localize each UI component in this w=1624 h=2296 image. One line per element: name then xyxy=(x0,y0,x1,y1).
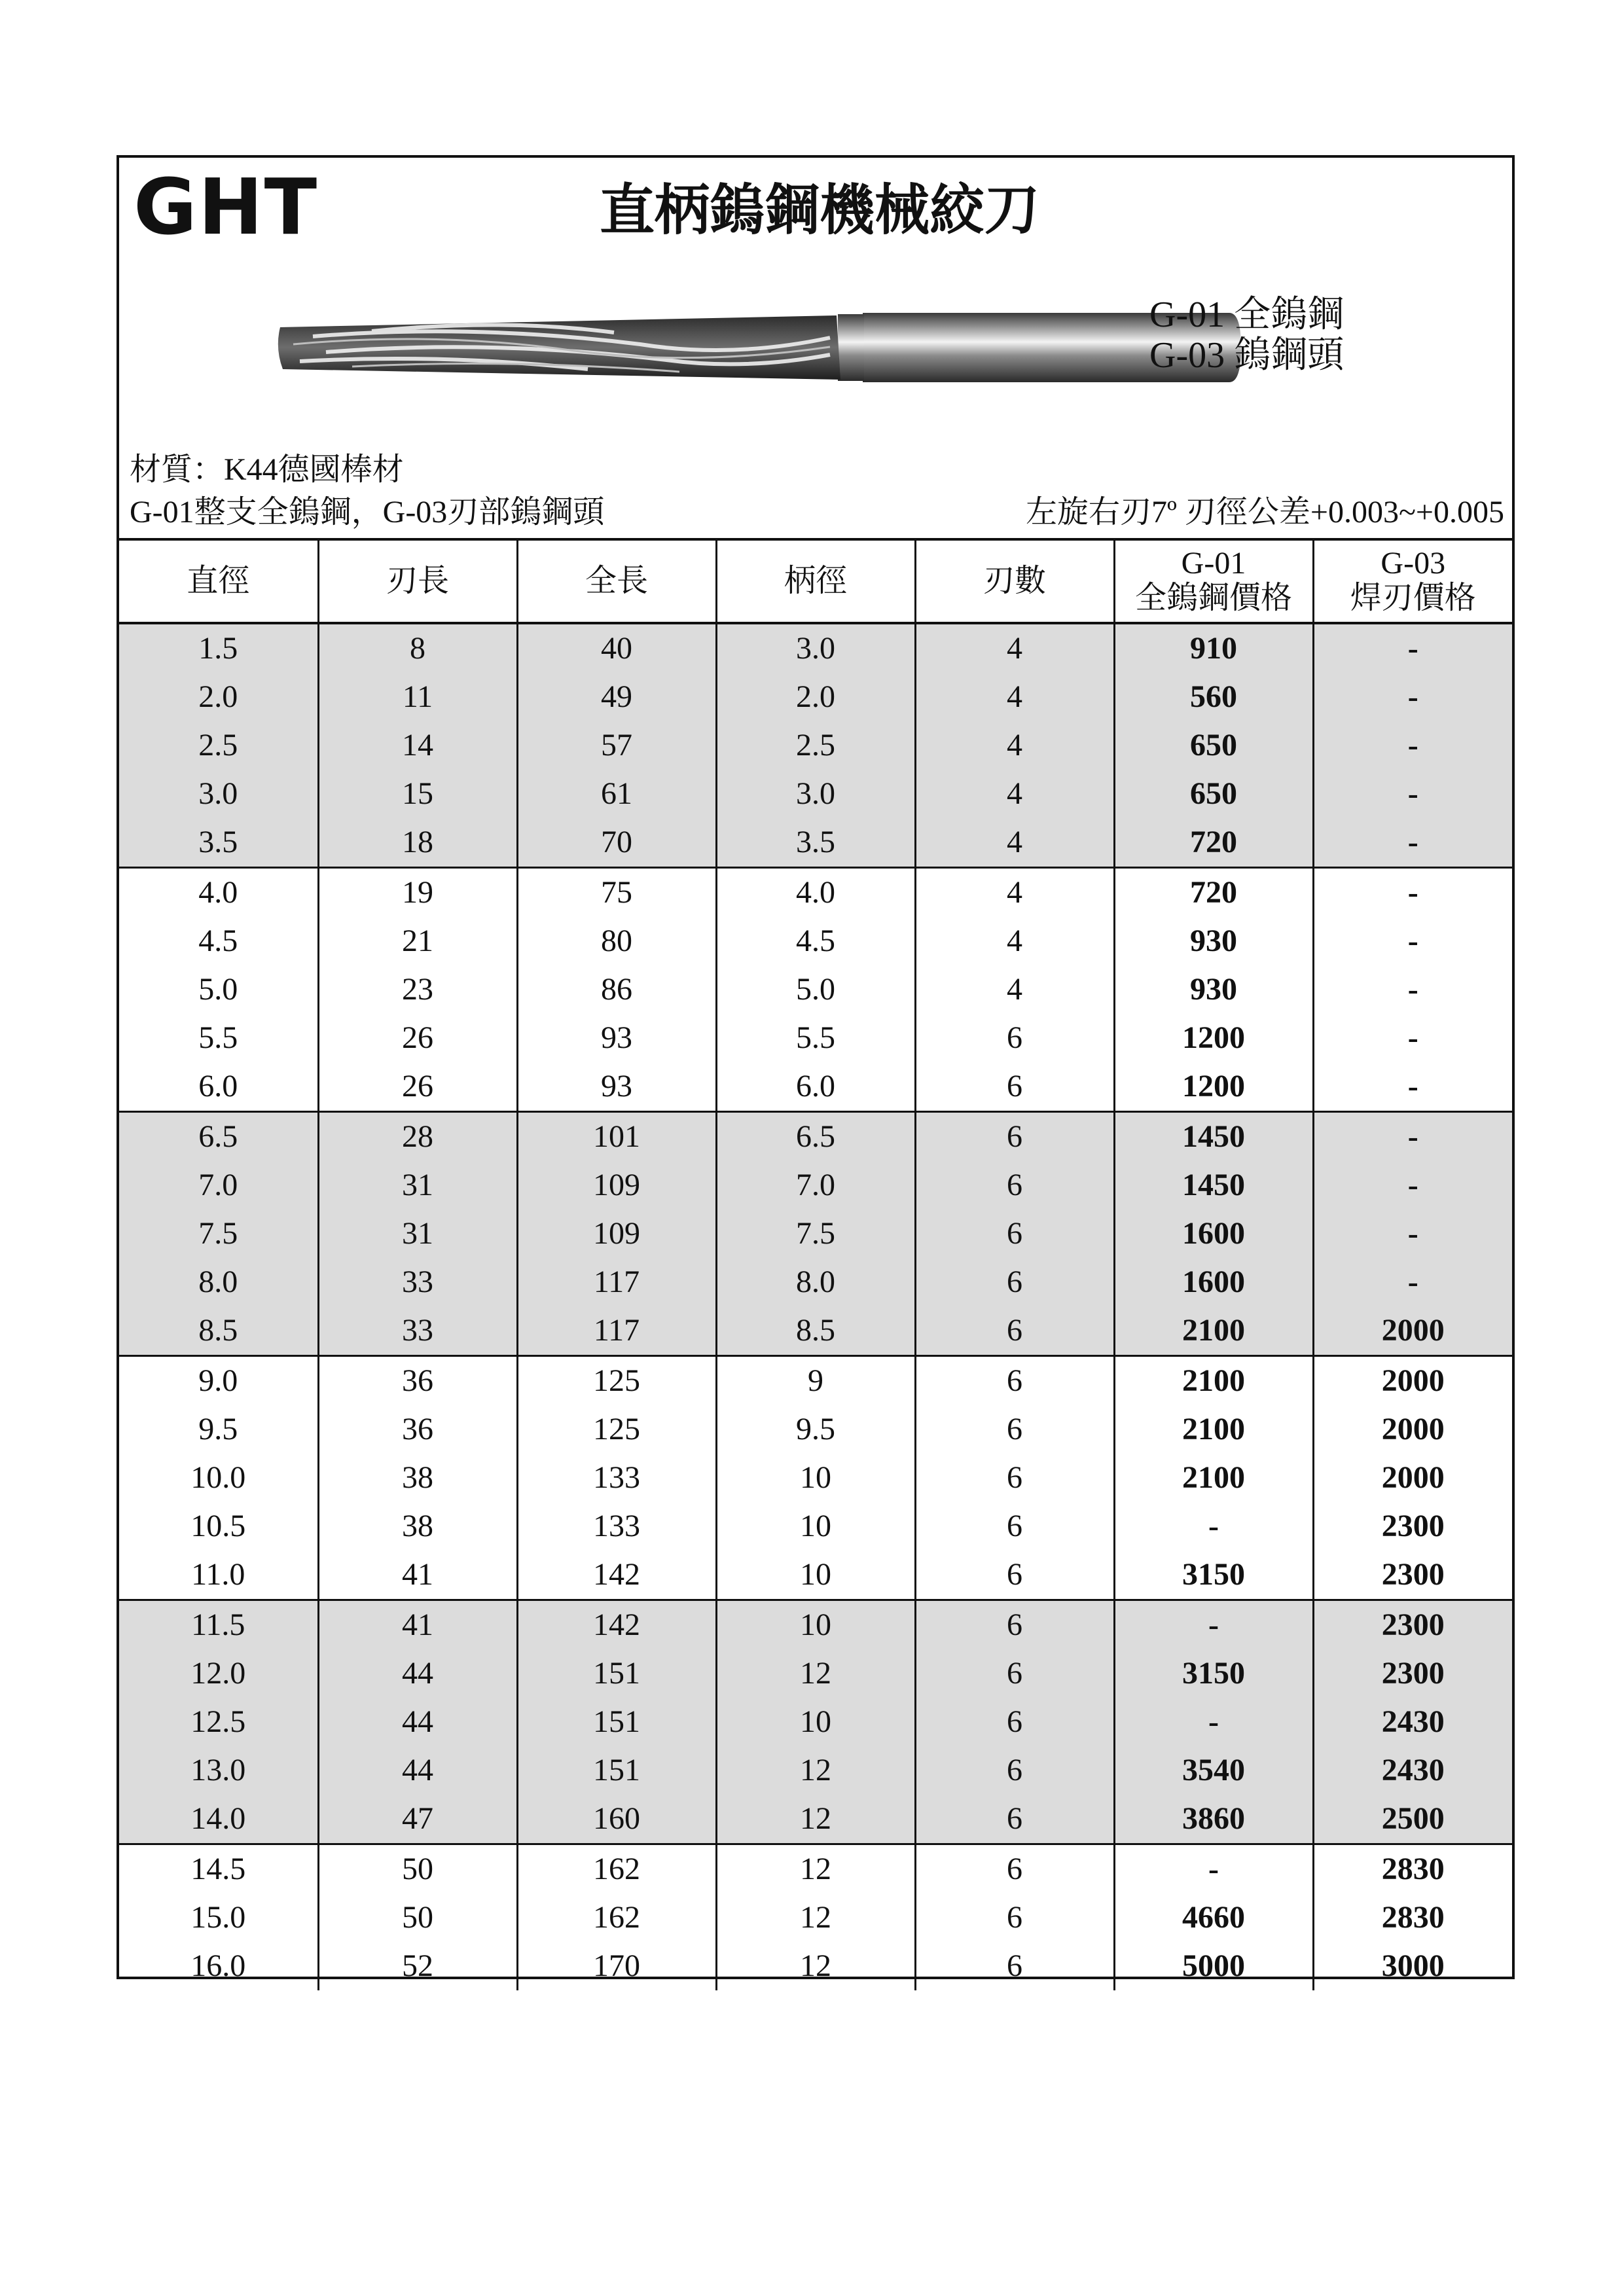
cell-flute-length: 21 xyxy=(318,917,517,965)
cell-diameter: 10.0 xyxy=(190,1460,246,1495)
table-row xyxy=(119,868,1512,918)
cell-flute-count: 6 xyxy=(915,1844,1114,1894)
cell-g03-price: 2000 xyxy=(1313,1454,1512,1502)
cell-shank-diameter: 4.0 xyxy=(716,868,915,918)
cell-diameter: 16.0 xyxy=(190,1948,246,1983)
table-row xyxy=(119,1112,1512,1162)
table-row xyxy=(119,673,1512,721)
cell-g03-price: 2500 xyxy=(1313,1795,1512,1844)
cell-shank-diameter: 8.0 xyxy=(716,1258,915,1306)
header-flute-length xyxy=(318,539,517,623)
cell-diameter: 9.0 xyxy=(198,1363,238,1398)
table-row xyxy=(119,1356,1512,1406)
cell-flute-length: 15 xyxy=(318,770,517,818)
table-row xyxy=(119,1551,1512,1600)
cell-flute-count: 4 xyxy=(915,770,1114,818)
cell-shank-diameter: 6.5 xyxy=(716,1112,915,1162)
cell-shank-diameter: 5.0 xyxy=(716,965,915,1014)
cell-overall-length: 70 xyxy=(517,818,716,868)
header-diameter-line: 直徑 xyxy=(187,563,250,598)
cell-g01-price: 560 xyxy=(1114,673,1313,721)
cell-g03-price: - xyxy=(1313,1161,1512,1210)
cell-diameter: 6.0 xyxy=(119,1062,318,1112)
cell-shank-diameter: 8.5 xyxy=(716,1306,915,1356)
table-row xyxy=(119,1893,1512,1942)
cell-diameter: 10.5 xyxy=(190,1509,246,1543)
cell-overall-length: 170 xyxy=(517,1942,716,1990)
cell-shank-diameter: 10 xyxy=(716,1698,915,1746)
cell-shank-diameter: 10 xyxy=(716,1502,915,1551)
cell-g01-price: 2100 xyxy=(1114,1454,1313,1502)
cell-flute-count: 6 xyxy=(915,1112,1114,1162)
table-row xyxy=(119,1258,1512,1306)
table-row xyxy=(119,623,1512,673)
cell-g01-price: 910 xyxy=(1114,623,1313,673)
cell-shank-diameter: 9.5 xyxy=(716,1405,915,1454)
cell-overall-length: 40 xyxy=(517,623,716,673)
cell-g01-price: 3150 xyxy=(1114,1649,1313,1698)
cell-g03-price: 2300 xyxy=(1313,1600,1512,1650)
cell-flute-length: 41 xyxy=(318,1551,517,1600)
cell-shank-diameter: 10 xyxy=(716,1454,915,1502)
cell-flute-count: 6 xyxy=(915,1600,1114,1650)
cell-g01-price: - xyxy=(1114,1600,1313,1650)
cell-overall-length: 151 xyxy=(517,1746,716,1795)
cell-flute-count: 6 xyxy=(915,1161,1114,1210)
header-g03-price-line: 焊刃價格 xyxy=(1350,581,1476,615)
cell-diameter: 2.0 xyxy=(119,673,318,721)
cell-g01-price: - xyxy=(1114,1844,1313,1894)
cell-g01-price: - xyxy=(1114,1502,1313,1551)
cell-shank-diameter: 12 xyxy=(716,1844,915,1894)
cell-diameter: 11.0 xyxy=(119,1551,318,1600)
cell-overall-length: 80 xyxy=(517,917,716,965)
cell-flute-length: 44 xyxy=(318,1698,517,1746)
cell-flute-length: 52 xyxy=(318,1942,517,1990)
cell-g03-price: 2830 xyxy=(1313,1844,1512,1894)
table-row xyxy=(119,1844,1512,1894)
header-g01-price-line: G-01 xyxy=(1181,546,1246,581)
cell-overall-length: 151 xyxy=(517,1649,716,1698)
cell-diameter: 1.5 xyxy=(119,623,318,673)
cell-g01-price: 930 xyxy=(1114,917,1313,965)
cell-g01-price: 1600 xyxy=(1114,1258,1313,1306)
cell-overall-length: 151 xyxy=(517,1698,716,1746)
cell-flute-count: 4 xyxy=(915,721,1114,770)
cell-g01-price: - xyxy=(1114,1698,1313,1746)
cell-shank-diameter: 7.0 xyxy=(716,1161,915,1210)
cell-flute-count: 6 xyxy=(915,1210,1114,1258)
cell-flute-length: 44 xyxy=(318,1649,517,1698)
cell-flute-count: 6 xyxy=(915,1258,1114,1306)
reamer-illustration xyxy=(274,298,1242,397)
cell-g03-price: - xyxy=(1313,1258,1512,1306)
cell-g03-price: - xyxy=(1313,868,1512,918)
cell-flute-length: 14 xyxy=(318,721,517,770)
table-row xyxy=(119,1062,1512,1112)
cell-flute-count: 4 xyxy=(915,623,1114,673)
cell-flute-count: 6 xyxy=(915,1014,1114,1062)
cell-flute-length: 41 xyxy=(318,1600,517,1650)
cell-g01-price: 1200 xyxy=(1114,1014,1313,1062)
cell-diameter: 5.5 xyxy=(198,1020,238,1055)
header-flute-length-line: 刃長 xyxy=(386,563,449,598)
table-row xyxy=(119,965,1512,1014)
cell-diameter: 14.5 xyxy=(190,1852,246,1886)
cell-overall-length: 117 xyxy=(517,1306,716,1356)
cell-g03-price: - xyxy=(1313,965,1512,1014)
page-title: 直柄鎢鋼機械絞刀 xyxy=(599,177,1039,242)
cell-flute-count: 6 xyxy=(915,1306,1114,1356)
cell-diameter: 3.0 xyxy=(119,770,318,818)
table-row xyxy=(119,1746,1512,1795)
brand-logo: GHT xyxy=(134,162,319,252)
header-g03-price-line: G-03 xyxy=(1380,546,1446,581)
cell-diameter: 8.0 xyxy=(119,1258,318,1306)
cell-g03-price: 2000 xyxy=(1313,1306,1512,1356)
cell-shank-diameter: 4.5 xyxy=(716,917,915,965)
cell-flute-length: 33 xyxy=(318,1258,517,1306)
cell-g03-price: 2430 xyxy=(1313,1698,1512,1746)
cell-overall-length: 109 xyxy=(517,1161,716,1210)
cell-diameter: 15.0 xyxy=(190,1900,246,1935)
cell-flute-length: 18 xyxy=(318,818,517,868)
cell-g01-price: 720 xyxy=(1114,818,1313,868)
cell-g03-price: 2300 xyxy=(1313,1502,1512,1551)
cell-overall-length: 109 xyxy=(517,1210,716,1258)
cell-flute-count: 6 xyxy=(915,1893,1114,1942)
header-flute-count xyxy=(915,539,1114,623)
cell-g01-price: 650 xyxy=(1114,721,1313,770)
cell-flute-count: 4 xyxy=(915,868,1114,918)
cell-diameter: 5.0 xyxy=(198,972,238,1007)
table-row xyxy=(119,1698,1512,1746)
table-row xyxy=(119,1942,1512,1990)
cell-g01-price: 1450 xyxy=(1114,1161,1313,1210)
cell-g03-price: - xyxy=(1313,770,1512,818)
cell-overall-length: 101 xyxy=(517,1112,716,1162)
cell-flute-count: 4 xyxy=(915,917,1114,965)
cell-diameter: 3.5 xyxy=(119,818,318,868)
table-header-row xyxy=(119,539,1512,623)
cell-flute-length: 44 xyxy=(318,1746,517,1795)
cell-overall-length: 142 xyxy=(517,1600,716,1650)
cell-g03-price: 3000 xyxy=(1313,1942,1512,1990)
header-diameter xyxy=(119,539,318,623)
cell-flute-count: 6 xyxy=(915,1454,1114,1502)
cell-flute-count: 4 xyxy=(915,965,1114,1014)
cell-flute-count: 6 xyxy=(915,1698,1114,1746)
cell-shank-diameter: 3.5 xyxy=(716,818,915,868)
cell-flute-length: 50 xyxy=(318,1893,517,1942)
cell-g01-price: 2100 xyxy=(1114,1306,1313,1356)
cell-g01-price: 1200 xyxy=(1114,1062,1313,1112)
cell-g03-price: 2300 xyxy=(1313,1649,1512,1698)
cell-g03-price: - xyxy=(1313,1062,1512,1112)
table-row xyxy=(119,1405,1512,1454)
cell-flute-count: 6 xyxy=(915,1551,1114,1600)
cell-overall-length: 162 xyxy=(517,1893,716,1942)
cell-g03-price: 2430 xyxy=(1313,1746,1512,1795)
table-row xyxy=(119,770,1512,818)
cell-g03-price: - xyxy=(1313,623,1512,673)
cell-g01-price: 650 xyxy=(1114,770,1313,818)
cell-flute-count: 6 xyxy=(915,1405,1114,1454)
cell-flute-count: 4 xyxy=(915,673,1114,721)
cell-diameter: 12.0 xyxy=(119,1649,318,1698)
table-row xyxy=(119,1795,1512,1844)
cell-flute-length: 11 xyxy=(318,673,517,721)
cell-overall-length: 61 xyxy=(517,770,716,818)
cell-g03-price: - xyxy=(1313,673,1512,721)
cell-shank-diameter: 12 xyxy=(716,1893,915,1942)
cell-shank-diameter: 12 xyxy=(716,1649,915,1698)
cell-overall-length: 75 xyxy=(517,868,716,918)
cell-shank-diameter: 6.0 xyxy=(716,1062,915,1112)
table-row xyxy=(119,1502,1512,1551)
cell-flute-length: 33 xyxy=(318,1306,517,1356)
header-g01-price xyxy=(1114,539,1313,623)
cell-flute-count: 6 xyxy=(915,1942,1114,1990)
cell-g03-price: - xyxy=(1313,1112,1512,1162)
cell-shank-diameter: 10 xyxy=(716,1551,915,1600)
cell-flute-length: 38 xyxy=(318,1454,517,1502)
cell-diameter: 2.5 xyxy=(119,721,318,770)
cell-overall-length: 86 xyxy=(517,965,716,1014)
cell-overall-length: 142 xyxy=(517,1551,716,1600)
cell-flute-length: 50 xyxy=(318,1844,517,1894)
construction-note: G-01整支全鎢鋼，G-03刃部鎢鋼頭 xyxy=(130,495,605,529)
cell-g01-price: 5000 xyxy=(1114,1942,1313,1990)
table-row xyxy=(119,917,1512,965)
cell-overall-length: 117 xyxy=(517,1258,716,1306)
cell-flute-length: 23 xyxy=(318,965,517,1014)
table-row xyxy=(119,1161,1512,1210)
cell-diameter: 7.0 xyxy=(119,1161,318,1210)
cell-g03-price: 2000 xyxy=(1313,1405,1512,1454)
header-overall-length xyxy=(517,539,716,623)
cell-overall-length: 133 xyxy=(517,1454,716,1502)
cell-flute-length: 19 xyxy=(318,868,517,918)
cell-shank-diameter: 12 xyxy=(716,1746,915,1795)
cell-g03-price: 2300 xyxy=(1313,1551,1512,1600)
cell-overall-length: 57 xyxy=(517,721,716,770)
header-shank-diameter xyxy=(716,539,915,623)
cell-diameter: 4.0 xyxy=(198,875,238,910)
cell-g01-price: 3150 xyxy=(1114,1551,1313,1600)
cell-g01-price: 1600 xyxy=(1114,1210,1313,1258)
header-flute-count-line: 刃數 xyxy=(983,563,1046,598)
cell-flute-length: 31 xyxy=(318,1210,517,1258)
cell-shank-diameter: 3.0 xyxy=(716,770,915,818)
table-body xyxy=(119,623,1512,1990)
table-row xyxy=(119,1454,1512,1502)
cell-g01-price: 930 xyxy=(1114,965,1313,1014)
table-row xyxy=(119,1649,1512,1698)
cell-diameter: 6.5 xyxy=(119,1112,318,1162)
spec-table xyxy=(119,538,1512,1990)
cell-shank-diameter: 7.5 xyxy=(716,1210,915,1258)
cell-shank-diameter: 2.0 xyxy=(716,673,915,721)
cell-overall-length: 125 xyxy=(517,1356,716,1406)
cell-shank-diameter: 9 xyxy=(716,1356,915,1406)
cell-diameter: 11.5 xyxy=(119,1600,318,1650)
cell-shank-diameter: 10 xyxy=(716,1600,915,1650)
header-g01-price-line: 全鎢鋼價格 xyxy=(1134,581,1292,615)
variant-g03: G-03 鎢鋼頭 xyxy=(1149,335,1344,376)
cell-diameter: 14.0 xyxy=(119,1795,318,1844)
cell-overall-length: 133 xyxy=(517,1502,716,1551)
tolerance-note: 左旋右刃7º 刃徑公差+0.003~+0.005 xyxy=(1026,495,1504,529)
table-row xyxy=(119,721,1512,770)
cell-overall-length: 93 xyxy=(517,1062,716,1112)
cell-overall-length: 93 xyxy=(517,1014,716,1062)
cell-flute-length: 38 xyxy=(318,1502,517,1551)
cell-shank-diameter: 5.5 xyxy=(716,1014,915,1062)
cell-overall-length: 125 xyxy=(517,1405,716,1454)
cell-flute-count: 6 xyxy=(915,1356,1114,1406)
cell-flute-length: 31 xyxy=(318,1161,517,1210)
cell-flute-length: 36 xyxy=(318,1405,517,1454)
cell-g01-price: 1450 xyxy=(1114,1112,1313,1162)
cell-flute-length: 8 xyxy=(318,623,517,673)
cell-g03-price: - xyxy=(1313,721,1512,770)
cell-shank-diameter: 3.0 xyxy=(716,623,915,673)
cell-diameter: 4.5 xyxy=(198,924,238,958)
cell-g03-price: - xyxy=(1313,1014,1512,1062)
cell-g03-price: - xyxy=(1313,818,1512,868)
cell-diameter: 13.0 xyxy=(119,1746,318,1795)
header-shank-diameter-line: 柄徑 xyxy=(784,563,847,598)
cell-overall-length: 160 xyxy=(517,1795,716,1844)
cell-g01-price: 720 xyxy=(1114,868,1313,918)
cell-g01-price: 3540 xyxy=(1114,1746,1313,1795)
header-overall-length-line: 全長 xyxy=(585,563,648,598)
cell-shank-diameter: 12 xyxy=(716,1795,915,1844)
cell-g03-price: 2830 xyxy=(1313,1893,1512,1942)
cell-flute-count: 6 xyxy=(915,1746,1114,1795)
cell-flute-length: 28 xyxy=(318,1112,517,1162)
cell-g03-price: - xyxy=(1313,1210,1512,1258)
cell-flute-count: 4 xyxy=(915,818,1114,868)
cell-flute-count: 6 xyxy=(915,1062,1114,1112)
cell-g01-price: 2100 xyxy=(1114,1356,1313,1406)
product-sheet xyxy=(117,155,1515,1983)
cell-flute-length: 26 xyxy=(318,1014,517,1062)
table-row xyxy=(119,1306,1512,1356)
table-row xyxy=(119,818,1512,868)
cell-flute-length: 47 xyxy=(318,1795,517,1844)
cell-g01-price: 3860 xyxy=(1114,1795,1313,1844)
cell-overall-length: 49 xyxy=(517,673,716,721)
cell-flute-count: 6 xyxy=(915,1502,1114,1551)
table-row xyxy=(119,1600,1512,1650)
cell-g03-price: - xyxy=(1313,917,1512,965)
header-g03-price xyxy=(1313,539,1512,623)
cell-flute-length: 36 xyxy=(318,1356,517,1406)
table-row xyxy=(119,1014,1512,1062)
cell-shank-diameter: 2.5 xyxy=(716,721,915,770)
table-row xyxy=(119,1210,1512,1258)
cell-diameter: 9.5 xyxy=(198,1412,238,1446)
cell-flute-count: 6 xyxy=(915,1795,1114,1844)
cell-flute-count: 6 xyxy=(915,1649,1114,1698)
cell-g03-price: 2000 xyxy=(1313,1356,1512,1406)
material-note: 材質：K44德國棒材 xyxy=(130,452,404,487)
cell-g01-price: 2100 xyxy=(1114,1405,1313,1454)
cell-diameter: 7.5 xyxy=(119,1210,318,1258)
cell-diameter: 12.5 xyxy=(119,1698,318,1746)
cell-g01-price: 4660 xyxy=(1114,1893,1313,1942)
cell-flute-length: 26 xyxy=(318,1062,517,1112)
cell-diameter: 8.5 xyxy=(119,1306,318,1356)
variant-g01: G-01 全鎢鋼 xyxy=(1149,295,1344,335)
cell-overall-length: 162 xyxy=(517,1844,716,1894)
cell-shank-diameter: 12 xyxy=(716,1942,915,1990)
